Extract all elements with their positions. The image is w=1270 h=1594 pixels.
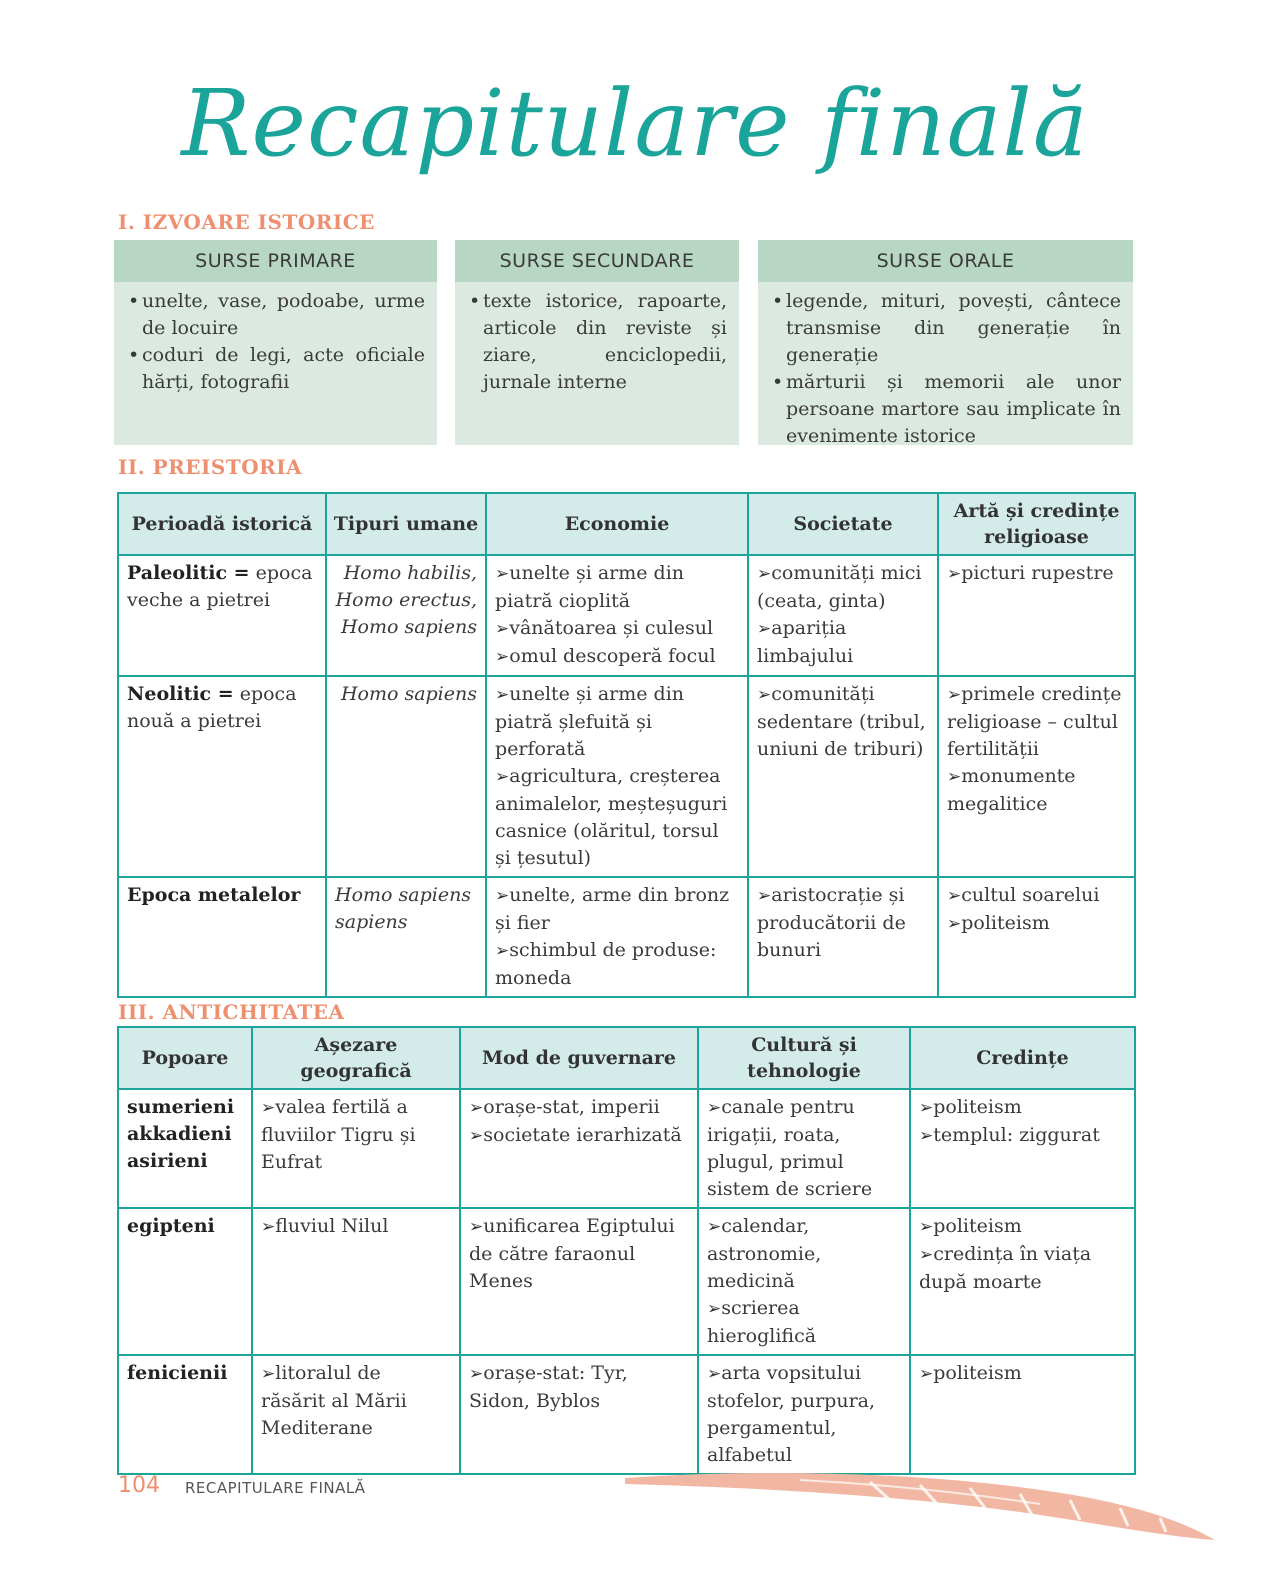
people-name: egipteni — [127, 1215, 215, 1237]
table-row — [118, 1355, 1135, 1474]
antichitatea-table — [117, 1026, 1136, 1475]
table-row — [118, 1208, 1135, 1355]
source-item: • coduri de legi, acte oficiale hărți, fotografii — [126, 342, 425, 396]
geography-cell — [252, 1208, 460, 1355]
list-item: ➢ politeism — [947, 910, 1126, 938]
source-item: • texte istorice, rapoarte, articole din reviste și ziare, enciclopedii, jurnale interne — [467, 288, 727, 396]
page-number: 104 — [118, 1473, 160, 1498]
table-row — [118, 1089, 1135, 1208]
people-name: akkadieni — [127, 1123, 232, 1145]
government-cell — [460, 1355, 698, 1474]
society-cell — [748, 676, 938, 877]
source-item: • unelte, vase, podoabe, urme de locuire — [126, 288, 425, 342]
beliefs-cell — [910, 1355, 1135, 1474]
decorative-brushstroke — [620, 1460, 1220, 1550]
column-header: Perioadă istorică — [118, 493, 326, 555]
period-cell — [118, 555, 326, 676]
period-name: Epoca metalelor — [127, 884, 301, 906]
source-box-secondary — [455, 240, 739, 445]
art-cell — [938, 877, 1135, 997]
art-cell — [938, 676, 1135, 877]
table-row — [118, 877, 1135, 997]
art-cell — [938, 555, 1135, 676]
list-item: ➢ canale pentru irigații, roata, plugul, primul sistem de scriere — [707, 1094, 901, 1203]
source-box-oral — [758, 240, 1133, 445]
period-cell — [118, 676, 326, 877]
section-title-izvoare: I. IZVOARE ISTORICE — [118, 210, 375, 234]
list-item: ➢ unelte și arme din piatră șlefuită și perforată — [495, 681, 739, 763]
list-item: ➢ litoralul de răsărit al Mării Mediterane — [261, 1360, 451, 1442]
culture-cell — [698, 1089, 910, 1208]
list-item: ➢ politeism — [919, 1094, 1126, 1122]
period-desc: epoca veche a pietrei — [127, 562, 313, 611]
people-name: sumerieni — [127, 1096, 235, 1118]
column-header: Credințe — [910, 1027, 1135, 1089]
list-item: ➢ calendar, astronomie, medicină — [707, 1213, 901, 1295]
list-item: ➢ credința în viața după moarte — [919, 1241, 1126, 1296]
period-name: Paleolitic = — [127, 562, 250, 584]
people-name: fenicienii — [127, 1362, 228, 1384]
list-item: ➢ aristocrație și producătorii de bunuri — [757, 882, 929, 964]
list-item: ➢ fluviul Nilul — [261, 1213, 451, 1241]
society-cell — [748, 877, 938, 997]
culture-cell — [698, 1208, 910, 1355]
list-item: ➢ unificarea Egiptului de către faraonul Menes — [469, 1213, 689, 1295]
people-name: asirieni — [127, 1150, 208, 1172]
list-item: ➢ scrierea hieroglifică — [707, 1295, 901, 1350]
running-title: RECAPITULARE FINALĂ — [185, 1479, 366, 1497]
list-item: ➢ comunități sedentare (tribul, uniuni de triburi) — [757, 681, 929, 763]
list-item: ➢ vânătoarea și culesul — [495, 615, 739, 643]
source-heading: SURSE SECUNDARE — [455, 240, 739, 282]
source-item: • mărturii și memorii ale unor persoane martore sau implicate în evenimente istorice — [770, 369, 1121, 450]
human-types-cell: Homo sapiens sapiens — [326, 877, 486, 997]
peoples-cell — [118, 1208, 252, 1355]
section-title-antichitatea: III. ANTICHITATEA — [118, 1000, 345, 1024]
list-item: ➢ politeism — [919, 1213, 1126, 1241]
list-item: ➢ cultul soarelui — [947, 882, 1126, 910]
list-item: ➢ valea fertilă a fluviilor Tigru și Eufrat — [261, 1094, 451, 1176]
list-item: ➢ politeism — [919, 1360, 1126, 1388]
column-header: Așezare geografică — [252, 1027, 460, 1089]
source-heading: SURSE ORALE — [758, 240, 1133, 282]
column-header: Mod de guvernare — [460, 1027, 698, 1089]
column-header: Economie — [486, 493, 748, 555]
government-cell — [460, 1208, 698, 1355]
section-title-preistoria: II. PREISTORIA — [118, 455, 303, 479]
list-item: ➢ omul descoperă focul — [495, 643, 739, 671]
source-heading: SURSE PRIMARE — [114, 240, 437, 282]
period-cell — [118, 877, 326, 997]
period-name: Neolitic = — [127, 683, 234, 705]
list-item: ➢ primele credințe religioase – cultul fertilității — [947, 681, 1126, 763]
geography-cell — [252, 1089, 460, 1208]
economy-cell — [486, 676, 748, 877]
list-item: ➢ orașe-stat, imperii — [469, 1094, 689, 1122]
beliefs-cell — [910, 1208, 1135, 1355]
economy-cell — [486, 877, 748, 997]
beliefs-cell — [910, 1089, 1135, 1208]
peoples-cell — [118, 1355, 252, 1474]
human-types-cell: Homo sapiens — [326, 676, 486, 877]
list-item: ➢ arta vopsitului stofelor, purpura, pergamentul, alfabetul — [707, 1360, 901, 1469]
list-item: ➢ unelte, arme din bronz și fier — [495, 882, 739, 937]
human-types-cell: Homo habilis, Homo erectus, Homo sapiens — [326, 555, 486, 676]
column-header: Popoare — [118, 1027, 252, 1089]
culture-cell — [698, 1355, 910, 1474]
preistoria-table — [117, 492, 1136, 998]
column-header: Societate — [748, 493, 938, 555]
peoples-cell — [118, 1089, 252, 1208]
column-header: Cultură și tehnologie — [698, 1027, 910, 1089]
list-item: ➢ templul: ziggurat — [919, 1122, 1126, 1150]
list-item: ➢ unelte și arme din piatră cioplită — [495, 560, 739, 615]
source-box-primary — [114, 240, 437, 445]
column-header: Artă și credințe religioase — [938, 493, 1135, 555]
column-header: Tipuri umane — [326, 493, 486, 555]
table-row — [118, 676, 1135, 877]
list-item: ➢ monumente megalitice — [947, 763, 1126, 818]
economy-cell — [486, 555, 748, 676]
period-desc: epoca nouă a pietrei — [127, 683, 297, 732]
list-item: ➢ apariția limbajului — [757, 615, 929, 670]
list-item: ➢ schimbul de produse: moneda — [495, 937, 739, 992]
society-cell — [748, 555, 938, 676]
list-item: ➢ picturi rupestre — [947, 560, 1126, 588]
geography-cell — [252, 1355, 460, 1474]
source-item: • legende, mituri, povești, cântece transmise din generație în generație — [770, 288, 1121, 369]
list-item: ➢ societate ierarhizată — [469, 1122, 689, 1150]
page-title: Recapitulare finală — [181, 70, 1089, 177]
list-item: ➢ comunități mici (ceata, ginta) — [757, 560, 929, 615]
list-item: ➢ orașe-stat: Tyr, Sidon, Byblos — [469, 1360, 689, 1415]
list-item: ➢ agricultura, creșterea animalelor, meșteșuguri casnice (olăritul, torsul și țesutul) — [495, 763, 739, 872]
government-cell — [460, 1089, 698, 1208]
table-row — [118, 555, 1135, 676]
